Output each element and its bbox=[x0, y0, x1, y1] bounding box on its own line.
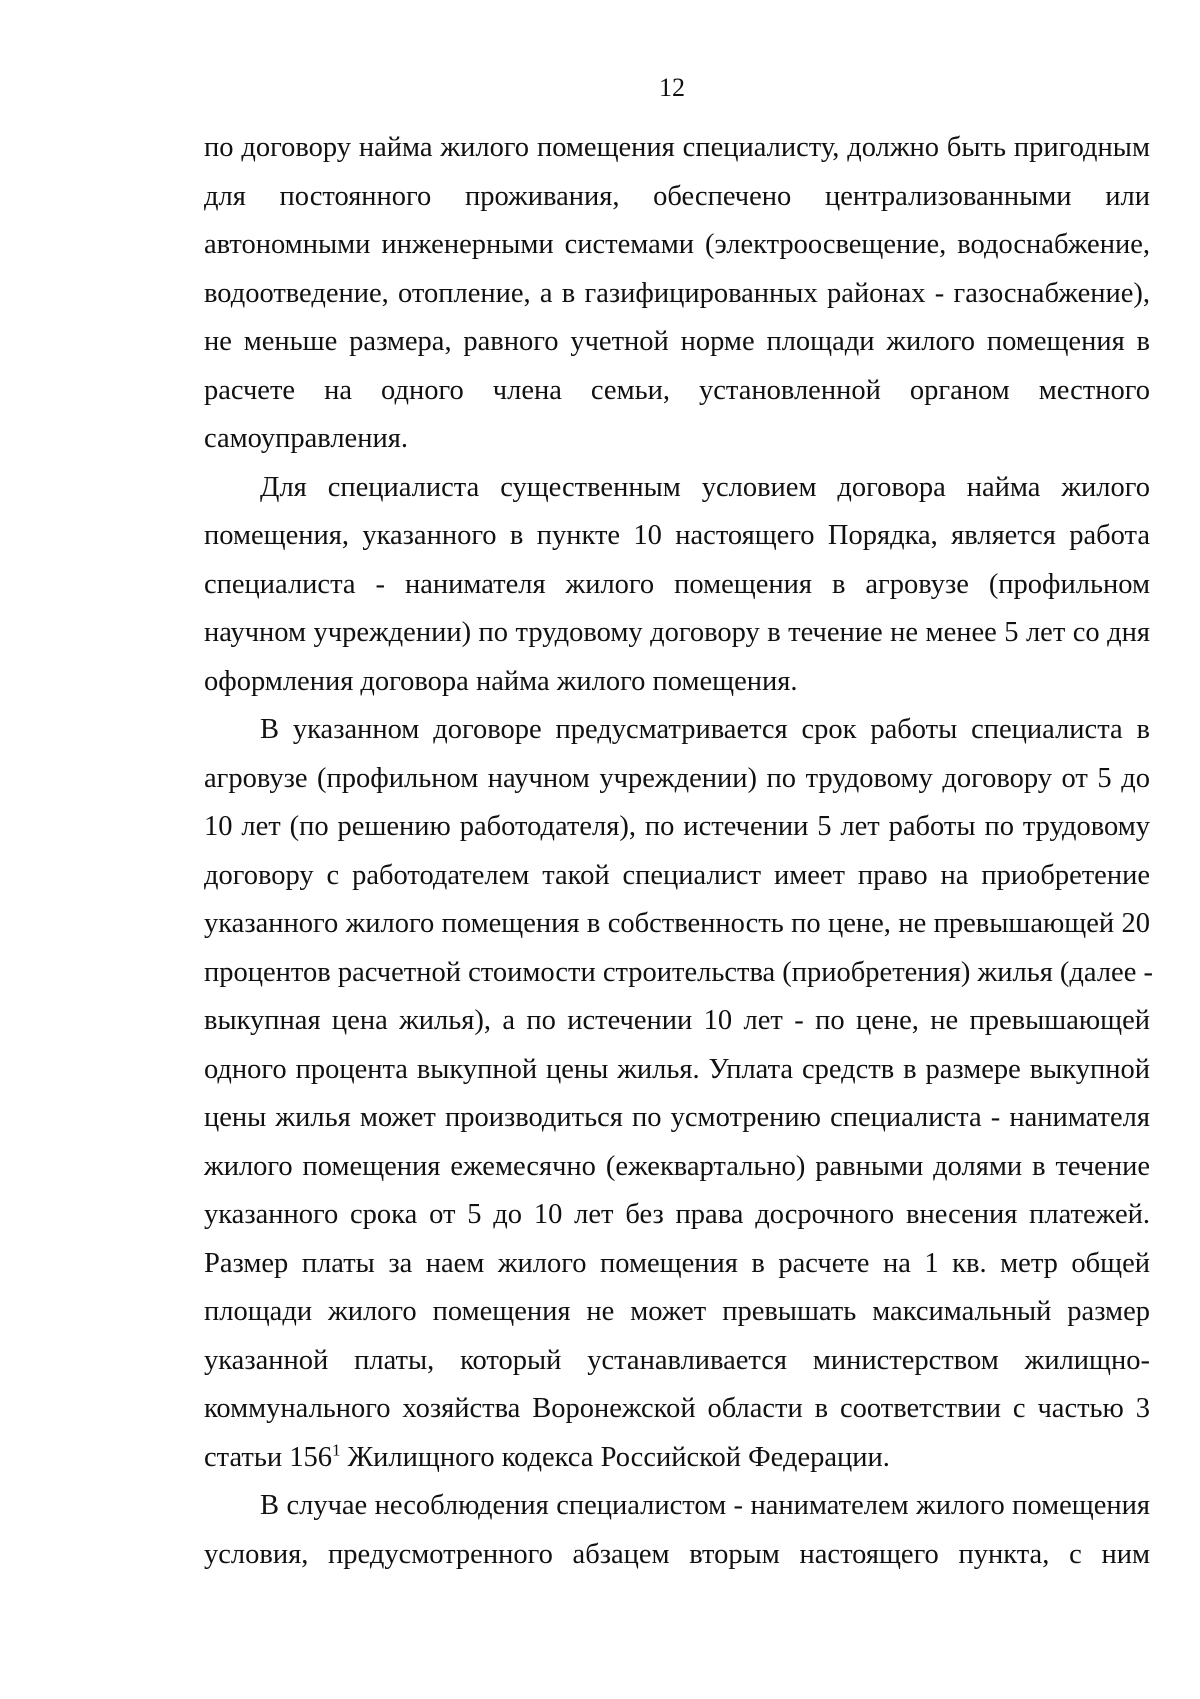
text-line: не меньше размера, равного учетной норме площади жилого помещения в bbox=[204, 326, 1150, 357]
text-line: самоуправления. bbox=[204, 423, 408, 454]
text-line: В указанном договоре предусматривается срок работы специалиста в bbox=[260, 714, 1150, 745]
text-line: оформления договора найма жилого помещения. bbox=[204, 665, 798, 697]
text-line: водоотведение, отопление, а в газифицированных районах - газоснабжение), bbox=[204, 277, 1150, 309]
text-line: условия, предусмотренного абзацем вторым настоящего пункта, с ним bbox=[204, 1538, 1150, 1570]
text-line: агровузе (профильном научном учреждении) по трудовому договору от 5 до bbox=[204, 762, 1150, 794]
text-fragment: Жилищного кодекса Российской Федерации. bbox=[340, 1441, 890, 1473]
text-line: одного процента выкупной цены жилья. Уплата средств в размере выкупной bbox=[204, 1053, 1150, 1085]
text-line: указанной платы, который устанавливается министерством жилищно- bbox=[204, 1344, 1150, 1376]
paragraph-3 bbox=[204, 706, 1153, 1482]
text-line: указанного жилого помещения в собственность по цене, не превышающей 20 bbox=[204, 908, 1150, 939]
text-line: коммунального хозяйства Воронежской области в соответствии с частью 3 bbox=[204, 1393, 1150, 1424]
text-line: автономными инженерными системами (электроосвещение, водоснабжение, bbox=[204, 229, 1150, 260]
text-line: выкупная цена жилья), а по истечении 10 лет - по цене, не превышающей bbox=[204, 1005, 1150, 1036]
text-line: научном учреждении) по трудовому договору в течение не менее 5 лет со дня bbox=[204, 617, 1150, 648]
text-line: расчете на одного члена семьи, установленной органом местного bbox=[204, 374, 1150, 406]
text-line: площади жилого помещения не может превышать максимальный размер bbox=[204, 1296, 1150, 1327]
text-line: Размер платы за наем жилого помещения в расчете на 1 кв. метр общей bbox=[204, 1247, 1150, 1279]
page-number: 12 bbox=[659, 73, 685, 102]
text-line: специалиста - нанимателя жилого помещения в агровузе (профильном bbox=[204, 568, 1150, 600]
paragraph-4 bbox=[204, 1482, 1150, 1579]
text-line: договору с работодателем такой специалист имеет право на приобретение bbox=[204, 859, 1150, 891]
text-line: указанного срока от 5 до 10 лет без права досрочного внесения платежей. bbox=[204, 1199, 1150, 1230]
text-line: жилого помещения ежемесячно (ежеквартально) равными долями в течение bbox=[204, 1150, 1150, 1182]
document-body bbox=[204, 124, 1153, 1579]
text-fragment: статьи 156 bbox=[204, 1441, 332, 1473]
text-line: помещения, указанного в пункте 10 настоящего Порядка, является работа bbox=[204, 520, 1150, 551]
paragraph-1 bbox=[204, 124, 1150, 464]
text-line: процентов расчетной стоимости строительства (приобретения) жилья (далее - bbox=[204, 956, 1153, 988]
paragraph-2 bbox=[204, 464, 1150, 707]
text-line: В случае несоблюдения специалистом - нанимателем жилого помещения bbox=[260, 1490, 1150, 1521]
text-line: Для специалиста существенным условием договора найма жилого bbox=[260, 471, 1150, 503]
text-line-with-footnote bbox=[204, 1434, 1150, 1483]
text-line: по договору найма жилого помещения специалисту, должно быть пригодным bbox=[204, 132, 1150, 163]
text-line: для постоянного проживания, обеспечено централизованными или bbox=[204, 180, 1150, 212]
text-line: цены жилья может производиться по усмотрению специалиста - нанимателя bbox=[204, 1102, 1150, 1133]
text-line: 10 лет (по решению работодателя), по истечении 5 лет работы по трудовому bbox=[204, 811, 1150, 842]
superscript-marker: 1 bbox=[331, 1440, 341, 1459]
